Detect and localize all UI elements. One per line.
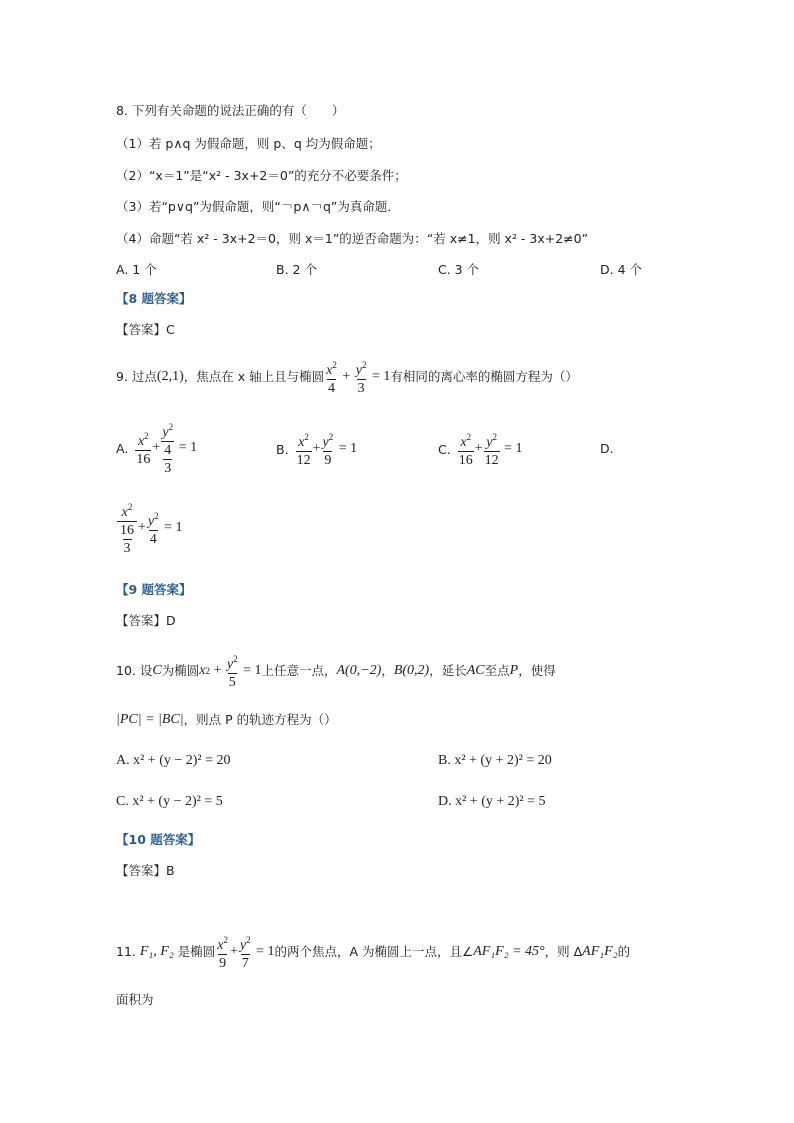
q10-seg: AC	[466, 663, 485, 678]
q10-point-b: B(0,2)	[393, 663, 430, 678]
q10-text4: 至点	[484, 663, 510, 678]
q9-option-c-label: C.	[438, 441, 451, 457]
q10-text1: 为椭圆	[161, 663, 200, 678]
q8-title: 8. 下列有关命题的说法正确的有（ ）	[116, 103, 345, 118]
q10-point-a: A(0,−2)	[336, 663, 382, 678]
q9-answer: 【答案】D	[116, 613, 176, 628]
q9-option-b-label: B.	[276, 441, 289, 457]
q10-text2: 上任意一点，	[261, 663, 337, 678]
q10-text3: ，延长	[429, 663, 467, 678]
q11-triangle: AF₁F₂	[582, 944, 618, 959]
q10-option-b: B. x² + (y + 2)² = 20	[438, 753, 552, 768]
q11-stem	[116, 933, 630, 971]
q10-option-a: A. x² + (y − 2)² = 20	[116, 753, 231, 768]
q8-item-4: （4）命题“若 x² - 3x+2＝0，则 x＝1”的逆否命题为：“若 x≠1，则 x² - 3x+2≠0”	[116, 231, 589, 246]
q9-option-a	[116, 420, 197, 476]
q9-option-c	[438, 430, 523, 468]
q11-angle: AF₁F₂ = 45°	[473, 944, 545, 959]
q10-text5: ，使得	[518, 663, 556, 678]
q9-stem	[116, 358, 578, 396]
q8-item-3: （3）若“p∨q”为假命题，则“￢p∧￢q”为真命题．	[116, 199, 400, 214]
q9-given-ellipse: $\frac{x^2}{4}$ + $\frac{y^2}{3}$ = 1	[326, 360, 391, 396]
q10-answer-header: 【10 题答案】	[116, 832, 201, 847]
q11-foci: F₁, F₂	[139, 944, 174, 959]
q9-option-b-formula: $\frac{x^2}{12}$ + $\frac{y^2}{9}$ = 1	[296, 432, 358, 468]
q8-option-d: D. 4 个	[600, 262, 642, 277]
q10-stem: 10. 设 C 为椭圆 x 2 + $\frac{y^2}{5}$ = 1 上任意一点， A(0,−2) ， B(0,2) ，延长 AC 至点 P ，使得	[116, 654, 556, 690]
q8-item-1: （1）若 p∧q 为假命题，则 p、q 均为假命题；	[116, 136, 381, 151]
q8-option-a: A. 1 个	[116, 262, 157, 277]
q10-stem-line2	[116, 712, 337, 728]
q8-option-b: B. 2 个	[276, 262, 317, 277]
q8-answer: 【答案】C	[116, 322, 175, 337]
q8-option-c: C. 3 个	[438, 262, 480, 277]
q9-option-c-formula: $\frac{x^2}{16}$ + $\frac{y^2}{12}$ = 1	[458, 432, 523, 468]
q9-option-a-label: A.	[116, 440, 129, 456]
q9-option-d-label: D.	[600, 441, 614, 456]
q11-text1: 是椭圆	[177, 944, 216, 959]
q10-prefix: 10. 设	[116, 663, 153, 678]
q10-condition: |PC| = |BC|	[116, 712, 184, 727]
q10-pt: P	[509, 663, 519, 678]
q11-text2: 的两个焦点，A 为椭圆上一点，且∠	[274, 944, 474, 959]
q11-text3: ，则 Δ	[544, 944, 583, 959]
q11-ellipse: $\frac{x^2}{9}$ + $\frac{y^2}{7}$ = 1	[217, 935, 275, 971]
q10-answer: 【答案】B	[116, 863, 175, 878]
q9-suffix: 有相同的离心率的椭圆方程为（）	[390, 369, 578, 384]
q9-point: (2,1)	[156, 369, 184, 384]
q9-middle: ，焦点在 x 轴上且与椭圆	[183, 369, 325, 384]
q10-ellipse: x 2 + $\frac{y^2}{5}$ = 1	[199, 654, 262, 690]
q11-text4: 的	[617, 944, 631, 959]
q9-prefix: 9. 过点	[116, 369, 157, 384]
q10-option-c: C. x² + (y − 2)² = 5	[116, 794, 223, 809]
q9-option-b	[276, 430, 357, 468]
q11-stem-line2: 面积为	[116, 992, 154, 1007]
q10-option-d: D. x² + (y + 2)² = 5	[438, 794, 546, 809]
q8-answer-header: 【8 题答案】	[116, 291, 192, 306]
q9-option-d-formula: $\frac{x^2}{\frac{16}{3}}$ + $\frac{y^2}{4}$ = 1	[116, 500, 183, 556]
q10-line2-tail: ，则点 P 的轨迹方程为（）	[183, 712, 337, 727]
q9-answer-header: 【9 题答案】	[116, 582, 192, 597]
q8-item-2: （2）“x＝1”是“x² - 3x+2＝0”的充分不必要条件；	[116, 168, 407, 183]
q11-prefix: 11.	[116, 944, 136, 959]
q9-option-a-formula: $\frac{x^2}{16}$ + $\frac{y^2}{\frac{4}{3}}$ = 1	[136, 422, 198, 476]
